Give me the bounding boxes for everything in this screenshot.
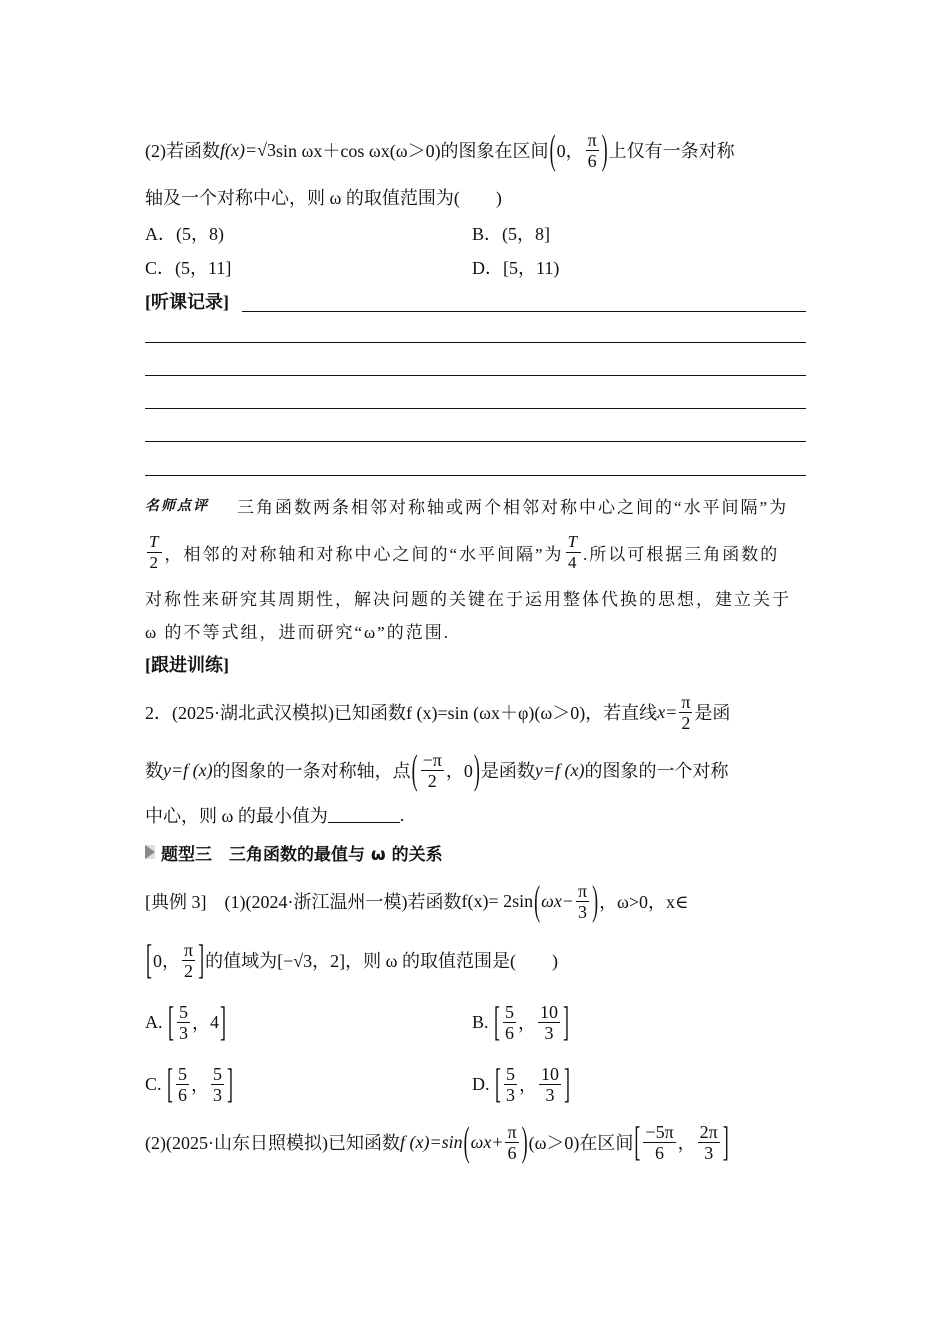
- comment-line-1: [145, 485, 788, 525]
- left-bracket: [: [495, 1059, 501, 1106]
- math-f: f: [220, 139, 226, 160]
- left-paren: (: [549, 125, 556, 172]
- left-bracket: [: [634, 1117, 641, 1164]
- right-paren: ): [601, 125, 608, 172]
- num: 5: [213, 1063, 223, 1084]
- math: f(x)= 2sin: [461, 890, 534, 911]
- den: 2: [427, 770, 437, 791]
- left-bracket: [: [494, 997, 501, 1044]
- label: A.: [145, 1011, 163, 1032]
- text: A．(5，8): [145, 224, 224, 244]
- right-bracket: ]: [564, 1059, 570, 1106]
- text: 题型三 三角函数的最值与 ω 的关系: [161, 844, 443, 865]
- right-paren: ): [473, 745, 480, 792]
- notes-line[interactable]: [145, 375, 806, 376]
- text: 的值域为[−√3，2]，则 ω 的取值范围是( ): [205, 951, 558, 971]
- notes-line[interactable]: [242, 311, 806, 312]
- text: (2)(2025·山东日照模拟)已知函数: [145, 1133, 400, 1153]
- question-2-line-2: [145, 177, 502, 217]
- ex3-option-c: C. [ $\frac{5}{6}$ ， $\frac{5}{3}$ ]: [145, 1062, 234, 1106]
- text: 0，: [153, 951, 180, 971]
- fraction-neg-pi-2: [421, 750, 444, 791]
- math-x: (x)=: [225, 139, 258, 160]
- math: ωx−: [541, 890, 574, 911]
- text: ，ω>0，x∈: [599, 892, 689, 912]
- den: 2: [149, 552, 160, 572]
- follow-q-line-3: [145, 795, 404, 835]
- text: 2．(2025·湖北武汉模拟)已知函数: [145, 703, 406, 723]
- text: [听课记录]: [145, 292, 229, 312]
- num: π: [184, 939, 194, 960]
- den: 2: [681, 712, 691, 733]
- right-bracket: ]: [220, 997, 226, 1044]
- text: [跟进训练]: [145, 655, 229, 675]
- den: 2: [184, 960, 194, 981]
- fraction-pi-2: [679, 692, 692, 733]
- fraction-pi-6: [505, 1122, 518, 1163]
- den: 3: [506, 1084, 515, 1105]
- fraction: [177, 1002, 190, 1043]
- den: 6: [178, 1084, 188, 1105]
- text: .所以可根据三角函数的: [583, 544, 780, 564]
- follow-q-line-2: [145, 745, 729, 792]
- left-bracket: [: [146, 935, 152, 982]
- fraction: [539, 1064, 561, 1105]
- math: ωx+: [470, 1131, 504, 1152]
- fraction-t-4: [566, 532, 581, 573]
- notes-line[interactable]: [145, 441, 806, 442]
- example-3-part-2: [145, 1117, 730, 1164]
- den: 3: [545, 1084, 555, 1105]
- num: T: [567, 531, 580, 551]
- fraction: [503, 1002, 516, 1043]
- den: 3: [704, 1142, 714, 1163]
- den: 3: [578, 901, 588, 922]
- math: f (x)=sin: [399, 1131, 463, 1152]
- den: 6: [587, 150, 597, 171]
- num: T: [149, 531, 161, 551]
- left-paren: (: [411, 745, 418, 792]
- example-3-line-2: [145, 935, 558, 982]
- text: 三角函数两条相邻对称轴或两个相邻对称中心之间的“水平间隔”为: [237, 497, 789, 517]
- right-bracket: ]: [722, 1117, 729, 1164]
- num: 10: [540, 1001, 559, 1022]
- text: ，: [677, 1133, 696, 1153]
- ex3-option-d: D. [ $\frac{5}{3}$ ， $\frac{10}{3}$ ]: [472, 1062, 571, 1106]
- text: 轴及一个对称中心，则 ω 的取值范围为( ): [145, 188, 502, 208]
- left-bracket: [: [168, 997, 174, 1044]
- question-2-line-1: [145, 125, 735, 172]
- math: y=f (x): [534, 759, 585, 780]
- num: 5: [505, 1001, 515, 1022]
- left-paren: (: [534, 876, 541, 923]
- notes-line[interactable]: [145, 342, 806, 343]
- right-bracket: ]: [198, 935, 205, 982]
- notes-line[interactable]: [145, 475, 806, 476]
- fraction: [538, 1002, 560, 1043]
- left-bracket: [: [167, 1059, 174, 1106]
- math: y=f (x): [163, 759, 213, 780]
- answer-blank[interactable]: [328, 808, 400, 823]
- text: 的图象的一条对称轴，点: [212, 761, 411, 781]
- option-d: [472, 247, 559, 287]
- label: D.: [472, 1073, 490, 1094]
- text: C．(5，11]: [145, 258, 232, 278]
- example-3-line-1: [145, 876, 689, 923]
- den: 3: [213, 1084, 223, 1105]
- text: B．(5，8]: [472, 224, 550, 244]
- text: 对称性来研究其周期性，解决问题的关键在于运用整体代换的思想，建立关于: [145, 589, 791, 609]
- sqrt3: √3: [257, 139, 277, 160]
- fraction-pi-6: [586, 130, 599, 171]
- num: 5: [506, 1063, 515, 1084]
- label: B.: [472, 1011, 489, 1032]
- text: 数: [145, 761, 163, 781]
- notes-label: [145, 281, 229, 321]
- triangle-icon: [145, 845, 155, 859]
- left-paren: (: [463, 1117, 470, 1164]
- num: π: [681, 691, 691, 712]
- num: 5: [178, 1063, 188, 1084]
- right-paren: ): [521, 1117, 528, 1164]
- num: 10: [541, 1063, 559, 1084]
- text: D．[5，11): [472, 258, 560, 278]
- text: 的图象的一个对称: [584, 761, 729, 781]
- den: 6: [507, 1142, 517, 1163]
- follow-q-line-1: [145, 690, 730, 734]
- comment-line-2: [145, 530, 779, 574]
- fraction-t-2: [147, 532, 162, 573]
- ex3-option-a: A. [ $\frac{5}{3}$ ， 4 ]: [145, 1000, 227, 1044]
- fraction-pi-2: [182, 940, 195, 981]
- den: 3: [544, 1022, 554, 1043]
- text: (ω＞0)在区间: [528, 1133, 634, 1153]
- text: 是函数: [480, 761, 535, 781]
- text: .: [399, 804, 405, 825]
- math-x: x=: [657, 701, 678, 722]
- num: π: [577, 880, 588, 901]
- right-bracket: ]: [227, 1059, 234, 1106]
- num: −5π: [645, 1121, 674, 1142]
- text: 0，: [556, 141, 584, 161]
- text: ，0: [445, 761, 473, 781]
- fraction: [504, 1064, 517, 1105]
- text: 是函: [694, 703, 731, 723]
- num: π: [587, 129, 597, 150]
- den: 6: [655, 1142, 665, 1163]
- section-heading: [145, 832, 443, 872]
- fraction: [211, 1064, 224, 1105]
- right-bracket: ]: [563, 997, 570, 1044]
- label: C.: [145, 1073, 162, 1094]
- right-paren: ): [592, 876, 599, 923]
- num: π: [507, 1121, 517, 1142]
- text: 上仅有一条对称: [608, 141, 735, 161]
- ex3-option-b: B. [ $\frac{5}{6}$ ， $\frac{10}{3}$ ]: [472, 1000, 570, 1044]
- text: ，相邻的对称轴和对称中心之间的“水平间隔”为: [164, 544, 564, 564]
- den: 3: [179, 1022, 188, 1043]
- fraction-pi-3: [576, 881, 589, 922]
- text: 中心，则 ω 的最小值为: [145, 806, 328, 826]
- fraction-2pi-3: [698, 1122, 720, 1163]
- text: ω 的不等式组，进而研究“ω”的范围.: [145, 622, 450, 642]
- den: 4: [568, 552, 579, 572]
- follow-label: [145, 644, 229, 684]
- num: −π: [422, 749, 442, 770]
- fraction-neg-5pi-6: [643, 1122, 675, 1163]
- fraction: [176, 1064, 189, 1105]
- text: (2)若函数: [145, 141, 220, 161]
- notes-line[interactable]: [145, 408, 806, 409]
- text: f (x)=sin (ωx＋φ)(ω＞0)，若直线: [405, 703, 658, 723]
- text: sin ωx＋cos ωx(ω＞0)的图象在区间: [276, 141, 549, 161]
- text: 4: [210, 1011, 219, 1032]
- comment-tag: 名师点评: [145, 498, 209, 514]
- num: 2π: [699, 1121, 718, 1142]
- den: 6: [505, 1022, 515, 1043]
- text: [典例 3] (1)(2024·浙江温州一模)若函数: [145, 892, 462, 912]
- num: 5: [179, 1001, 188, 1022]
